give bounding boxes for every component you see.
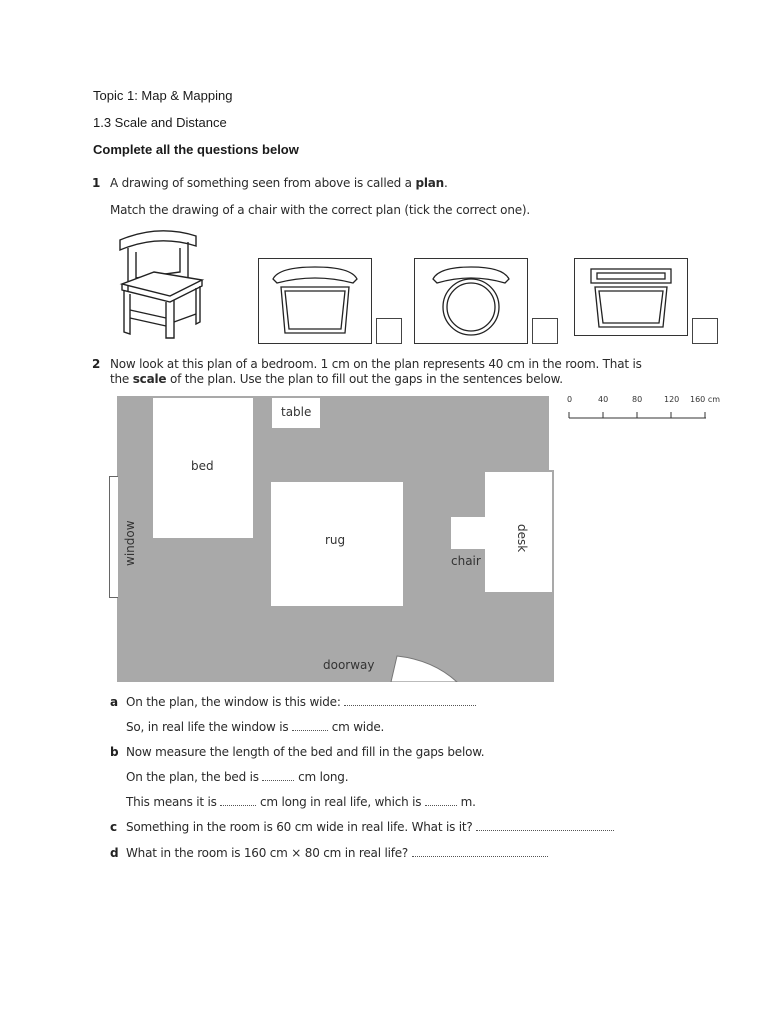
tick-box-3[interactable]: [692, 318, 718, 344]
question-c-letter: c: [110, 820, 118, 834]
wall-gap: [549, 396, 554, 470]
question-b-line-1: Now measure the length of the bed and fill in the gaps below.: [126, 745, 485, 759]
question-d-line: [126, 846, 548, 860]
window-label: window: [123, 520, 137, 566]
q2-text-post: of the plan. Use the plan to fill out the gaps in the sentences below.: [166, 372, 563, 386]
plan-option-1: [258, 258, 372, 344]
desk-label: desk: [515, 524, 529, 553]
tick-box-1[interactable]: [376, 318, 402, 344]
qb2-text-post: cm long.: [298, 770, 349, 784]
qa2-text-pre: So, in real life the window is: [126, 720, 289, 734]
qb3-text-mid: cm long in real life, which is: [259, 795, 422, 809]
bed-label: bed: [191, 459, 214, 473]
doorway-label: doorway: [323, 658, 375, 672]
chair-drawing: [108, 222, 208, 340]
answer-blank-b2[interactable]: [220, 805, 256, 806]
plan-option-2: [414, 258, 528, 344]
question-c-line: [126, 820, 614, 834]
plan-option-2-drawing: [415, 259, 527, 343]
instruction: Complete all the questions below: [93, 142, 299, 157]
chair-label: chair: [451, 554, 481, 568]
question-a-line-2: [126, 720, 384, 734]
question-b-letter: b: [110, 745, 119, 759]
qb2-text-pre: On the plan, the bed is: [126, 770, 259, 784]
chair: [451, 517, 487, 549]
question-a-line-1: [126, 695, 476, 709]
qb3-text-pre: This means it is: [126, 795, 217, 809]
answer-blank-a1[interactable]: [344, 705, 476, 706]
question-2-line-2: [110, 372, 563, 386]
q1-text-post: .: [443, 176, 448, 190]
window: [109, 476, 118, 598]
question-1-line-2: Match the drawing of a chair with the correct plan (tick the correct one).: [110, 203, 531, 217]
plan-option-3-drawing: [575, 259, 687, 335]
qd-text: What in the room is 160 cm × 80 cm in real life?: [126, 846, 409, 860]
qa2-text-post: cm wide.: [331, 720, 385, 734]
question-a-letter: a: [110, 695, 119, 709]
question-d-letter: d: [110, 846, 119, 860]
table-label: table: [281, 405, 312, 419]
tick-box-2[interactable]: [532, 318, 558, 344]
qb3-text-post: m.: [460, 795, 476, 809]
topic-title: Topic 1: Map & Mapping: [93, 88, 233, 103]
answer-blank-a2[interactable]: [292, 730, 328, 731]
scale-bar: [566, 394, 726, 424]
qa-text: On the plan, the window is this wide:: [126, 695, 341, 709]
scale-label-80: 80: [632, 395, 643, 404]
question-1-line-1: [110, 176, 448, 190]
question-b-line-3: [126, 795, 476, 809]
qc-text: Something in the room is 60 cm wide in real life. What is it?: [126, 820, 473, 834]
q2-keyword-scale: scale: [132, 372, 167, 386]
question-2-line-1: Now look at this plan of a bedroom. 1 cm on the plan represents 40 cm in the room. That is: [110, 357, 642, 371]
scale-line: [566, 406, 726, 422]
q1-keyword-plan: plan: [415, 176, 444, 190]
bedroom-plan: [117, 396, 554, 682]
plan-option-1-drawing: [259, 259, 371, 343]
scale-label-160: 160 cm: [690, 395, 721, 404]
scale-label-40: 40: [598, 395, 609, 404]
answer-blank-d[interactable]: [412, 856, 548, 857]
answer-blank-b3[interactable]: [425, 805, 457, 806]
scale-label-120: 120: [664, 395, 680, 404]
q2-text-pre: the: [110, 372, 133, 386]
section-title: 1.3 Scale and Distance: [93, 115, 227, 130]
plan-option-3: [574, 258, 688, 336]
question-b-line-2: [126, 770, 348, 784]
question-1-number: 1: [92, 176, 101, 190]
scale-label-0: 0: [567, 395, 573, 404]
question-2-number: 2: [92, 357, 101, 371]
answer-blank-b1[interactable]: [262, 780, 294, 781]
q1-text-pre: A drawing of something seen from above is called a: [110, 176, 416, 190]
rug-label: rug: [325, 533, 346, 547]
door-swing: [385, 654, 467, 682]
answer-blank-c[interactable]: [476, 830, 614, 831]
